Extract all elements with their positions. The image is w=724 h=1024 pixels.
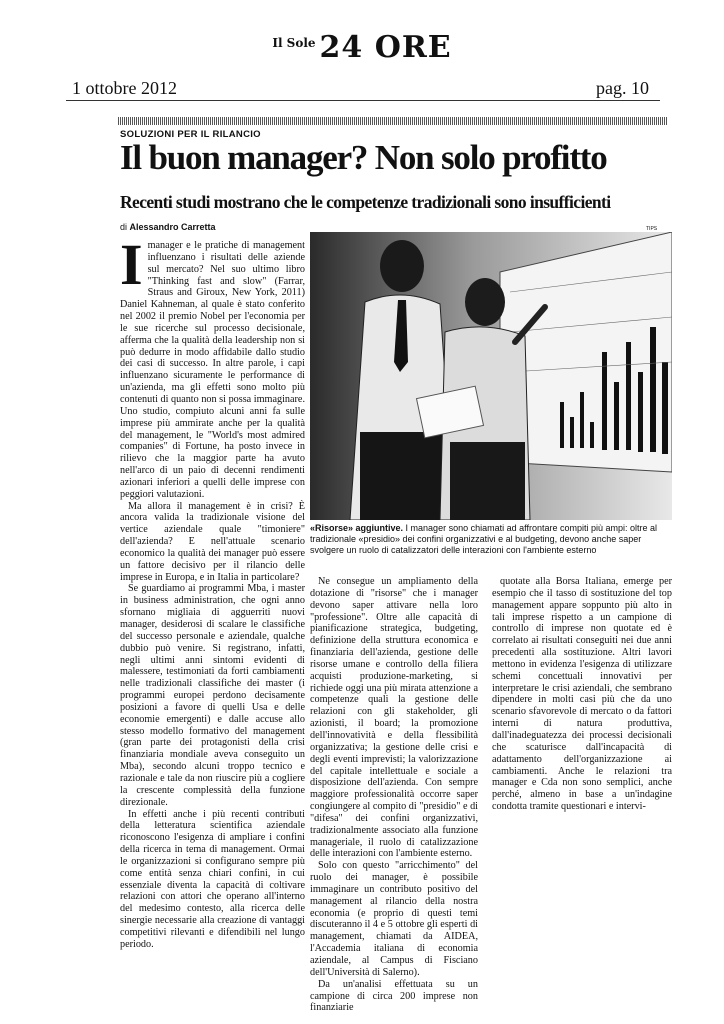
byline bbox=[120, 222, 216, 232]
caption-text: I manager sono chiamati ad affrontare compiti più ampi: oltre al tradizionale «presidio» dei confini organizzativi e al budgeting, devono anche saper svolgere un ruolo di catalizzatori delle interazioni con l'ambiente esterno bbox=[310, 523, 658, 555]
photo-caption bbox=[310, 523, 672, 556]
paragraph: Ma allora il management è in crisi? È ancora valida la tradizionale visione del vertice aziendale quale "timoniere" dell'azienda? E nell'attuale scenario economico la qualità dei manager può essere un fattore decisivo per il rilancio delle imprese in Europa, e in Italia in particolare? bbox=[120, 500, 305, 583]
masthead-prefix: Il Sole bbox=[272, 36, 316, 50]
paragraph: In effetti anche i più recenti contributi della letteratura scientifica aziendale riconoscono l'esigenza di ampliare i confini della ricerca in tema di management. Ormai le organizzazioni si configurano sempre più come entità senza chiari confini, in cui essenziale diventa la capacità di coltivare relazioni con attori che operano all'interno del medesimo contesto, alla ricerca delle sinergie necessarie alla creazione di vantaggi competitivi rilevanti e difendibili nel lungo periodo. bbox=[120, 808, 305, 950]
article-column-2 bbox=[310, 576, 478, 1014]
masthead-logo: 24 ORE bbox=[319, 30, 452, 65]
article-photo bbox=[310, 232, 672, 520]
byline-author: Alessandro Carretta bbox=[129, 222, 216, 232]
paragraph: quotate alla Borsa Italiana, emerge per esempio che il tasso di sostituzione del top management appare soppunto più alto in tali imprese rispetto a un campione di controllo di imprese non quotate ed è correlato ai risultati conseguiti nei due anni precedenti alla sostituzione. Altri lavori mettono in evidenza l'esigenza di utilizzare schemi concettuali innovativi per interpretare le crisi aziendali, che sembrano dipendere in molti casi più che da uno scenario sfavorevole di mercato o da fattori interni di natura produttiva, dall'inadeguatezza dei processi decisionali che scaturisce dall'incapacità di adattamento dell'organizzazione ai cambiamenti. Anche le relazioni tra manager e Cda non sono semplici, anche perché, almeno in base a un'indagine condotta tramite questionari e intervi- bbox=[492, 576, 672, 813]
issue-date: 1 ottobre 2012 bbox=[72, 78, 177, 98]
subheadline: Recenti studi mostrano che le competenze tradizionali sono insufficienti bbox=[120, 192, 611, 212]
byline-prefix: di bbox=[120, 222, 130, 232]
article-column-1 bbox=[120, 232, 305, 951]
paragraph: Solo con questo "arricchimento" del ruolo dei manager, è possibile immaginare un contributo positivo del management al rilancio della nostra economia (e proprio di questi temi discuteranno il 4 e 5 ottobre gli esperti di management, chiamati da AIDEA, l'Accademia italiana di economia aziendale, al Campus di Fisciano dell'Università di Salerno). bbox=[310, 860, 478, 978]
paragraph: Se guardiamo ai programmi Mba, i master in business administration, che ogni anno sfornano migliaia di agguerriti nuovi manager, desiderosi di scalare le classifiche del successo personale e aziendale, qualche dubbio può venire. Si registrano, infatti, negli ultimi anni sintomi evidenti di malessere, testimoniati da forti cambiamenti nelle tradizionali classifiche dei master (i programmi europei perdono decisamente posizioni a favore di quelli Usa e delle economie emergenti) e dalle accuse allo stesso modello formativo del management (gran parte dei protagonisti della crisi finanziaria mondiale aveva conseguito un Mba), secondo alcuni troppo tecnico e razionale e tale da non riuscire più a cogliere la crescente complessità della funzione direzionale. bbox=[120, 583, 305, 808]
section-label: SOLUZIONI PER IL RILANCIO bbox=[120, 129, 261, 140]
masthead bbox=[0, 30, 724, 65]
section-rule bbox=[118, 117, 668, 125]
paragraph: Da un'analisi effettuata su un campione di circa 200 imprese non finanziarie bbox=[310, 978, 478, 1014]
dropcap: I bbox=[120, 232, 143, 297]
paragraph: Ne consegue un ampliamento della dotazione di "risorse" che i manager devono saper attivare nella loro "professione". Oltre alle capacità di pianificazione strategica, budgeting, definizione della struttura economica e finanziaria dell'azienda, gestione delle risorse umane e controllo della filiera acquisti produzione-marketing, si richiede oggi una più mirata attenzione a competenze quali la gestione delle relazioni con gli stakeholder, gli azionisti, il board; la promozione dell'innovatività e della flessibilità organizzativa; la gestione delle crisi e degli eventi imprevisti; la valorizzazione del capitale intellettuale e sociale a disposizione dell'azienda. Con sempre maggiore professionalità occorre saper congiungere al compito di "presidio" e di "difesa" dei confini organizzativi, tradizionalmente associato alla funzione manageriale, il ruolo di catalizzazione delle interazioni con l'ambiente esterno. bbox=[310, 576, 478, 860]
header-rule bbox=[66, 100, 660, 101]
headline: Il buon manager? Non solo profitto bbox=[120, 138, 607, 177]
photo-credit: TIPS bbox=[646, 226, 658, 232]
paragraph: manager e le pratiche di management influenzano i risultati delle aziende sul mercato? Nel suo ultimo libro "Thinking fast and slow" (Farrar, Straus and Giroux, New York, 2011) Daniel Kahneman, al quale è stato conferito nel 2002 il premio Nobel per l'economia per le sue ricerche sul processo decisionale, afferma che la qualità della leadership non si può dedurre in modo affidabile dallo studio dei casi di successo. In altre parole, i capi influenzano sicuramente le performance di un'azienda, ma gli effetti sono molto più contenuti di quanto non si possa immaginare. Uno studio, compiuto alcuni anni fa sulle imprese più ammirate anche per la qualità del management, le "World's most admired companies" di Fortune, ha posto invece in rilievo che la maggior parte ha avuto nell'arco di un paio di decenni rendimenti azionari inferiori a quelli delle imprese con peggiori valutazioni. bbox=[120, 240, 305, 500]
caption-lead: «Risorse» aggiuntive. bbox=[310, 523, 404, 533]
article-column-3 bbox=[492, 576, 672, 813]
page-number: pag. 10 bbox=[596, 78, 649, 98]
photo-image bbox=[310, 232, 672, 520]
